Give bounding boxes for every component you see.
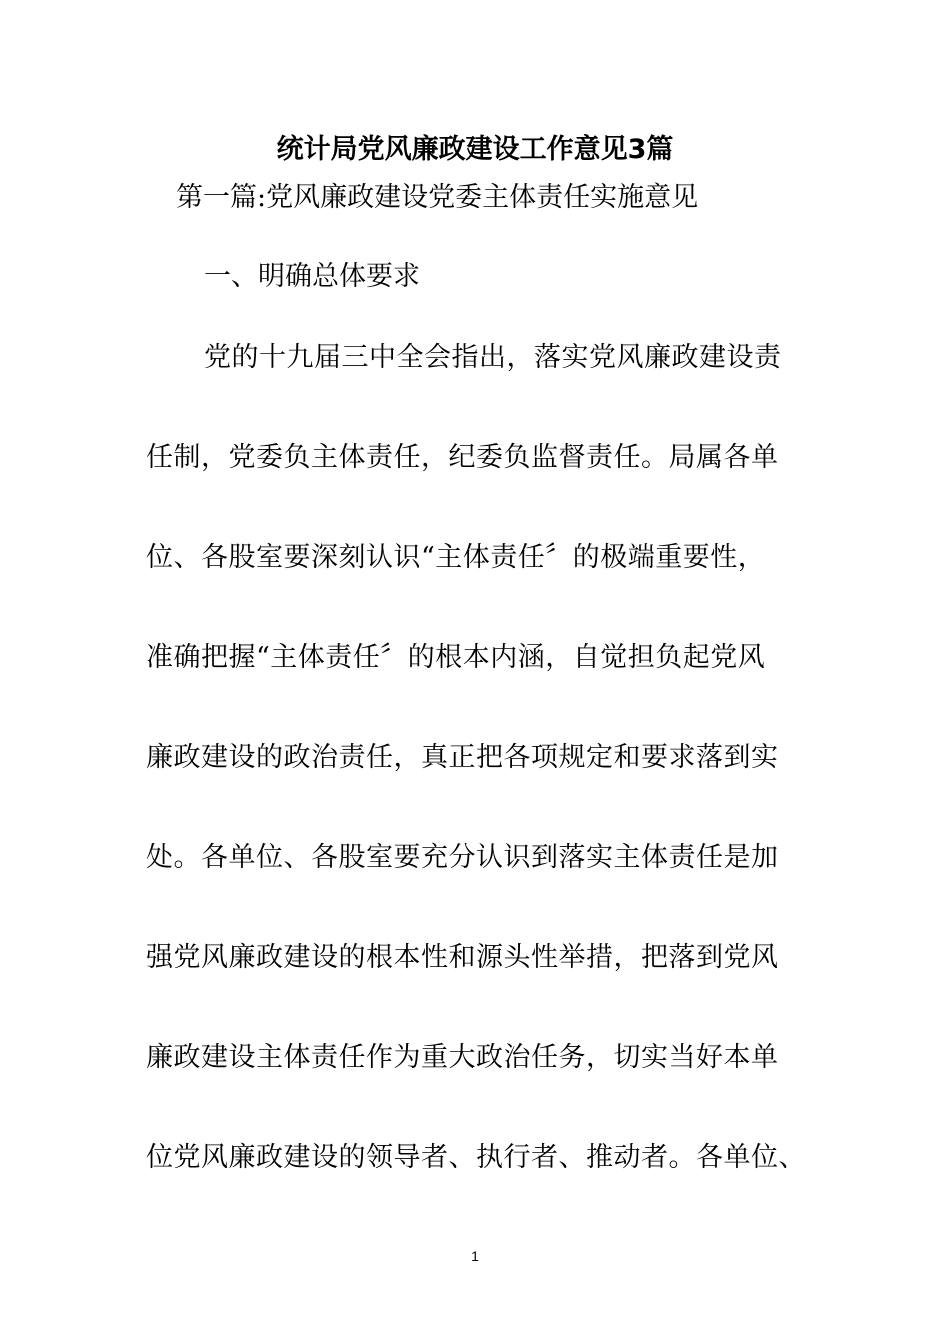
section-title: 第一篇:党风廉政建设党委主体责任实施意见 [176, 182, 699, 213]
paragraph-line: 处。各单位、各股室要充分认识到落实主体责任是加 [146, 842, 779, 873]
paragraph-line: 强党风廉政建设的根本性和源头性举措，把落到党风 [146, 942, 779, 973]
paragraph-line: 位、各股室要深刻认识“主体责任〞的极端重要性， [146, 542, 766, 573]
body-paragraph [146, 338, 836, 1238]
paragraph-line: 党的十九届三中全会指出，落实党风廉政建设责 [204, 342, 782, 373]
heading-1: 一、明确总体要求 [204, 261, 420, 292]
paragraph-line: 廉政建设的政治责任，真正把各项规定和要求落到实 [146, 742, 779, 773]
page-number: 1 [471, 1248, 479, 1264]
paragraph-line: 廉政建设主体责任作为重大政治任务，切实当好本单 [146, 1042, 779, 1073]
paragraph-line: 任制，党委负主体责任，纪委负监督责任。局属各单 [146, 442, 779, 473]
paragraph-line: 位党风廉政建设的领导者、执行者、推动者。各单位、 [146, 1142, 806, 1173]
document-title: 统计局党风廉政建设工作意见3篇 [276, 134, 674, 165]
paragraph-line: 准确把握“主体责任〞的根本内涵，自觉担负起党风 [146, 642, 766, 673]
